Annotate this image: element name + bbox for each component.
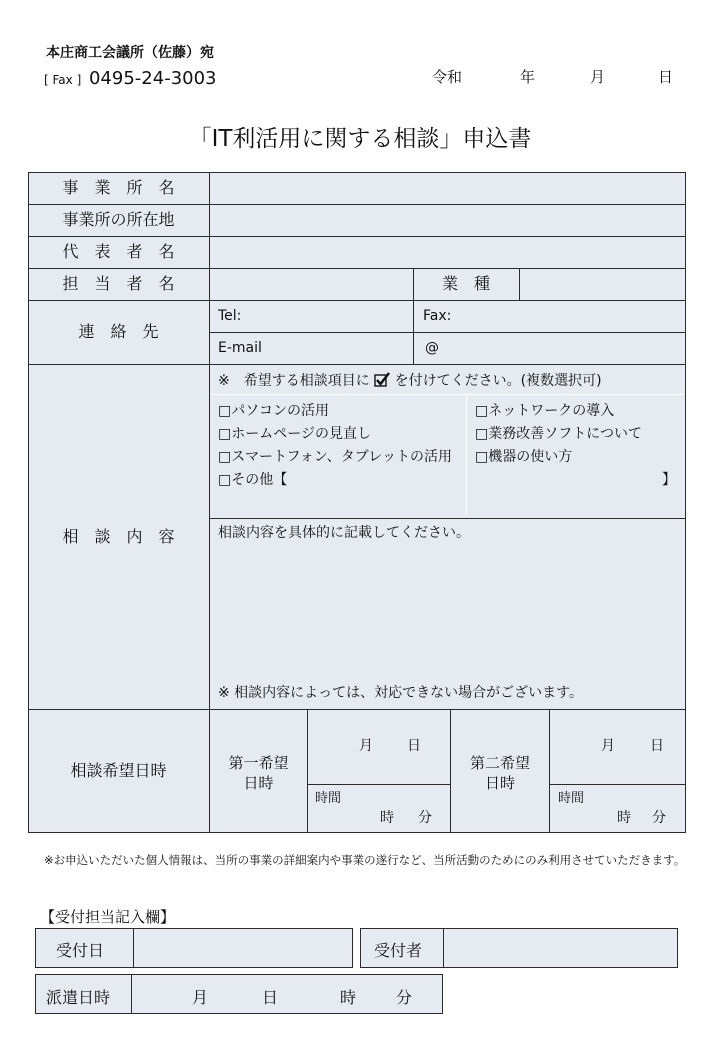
first-choice-label: 第一希望 日時 [228,754,289,792]
label-schedule: 相談希望日時 [70,761,167,780]
label-industry: 業 種 [441,274,490,293]
option-business-software[interactable]: □業務改善ソフトについて [475,426,642,442]
received-date-field[interactable] [134,929,351,967]
dispatch-label: 派遣日時 [46,988,111,1007]
dispatch-minute[interactable]: 分 [396,988,413,1007]
option-homepage[interactable]: □ホームページの見直し [218,426,371,442]
fax-line [44,68,217,89]
second-hour[interactable]: 時 [617,810,631,826]
email-field[interactable]: E-mail [218,340,262,356]
check-icon [374,373,394,389]
business-address-field[interactable] [210,205,685,236]
recipient: 本庄商工会議所（佐藤）宛 [46,45,214,61]
instruction-text: ※ 希望する相談項目に [218,373,370,389]
page-title: 「IT利活用に関する相談」申込書 [188,126,532,152]
date-year: 年 [520,68,536,86]
fax-number: 0495-24-3003 [88,68,217,89]
option-network[interactable]: □ネットワークの導入 [475,403,615,419]
second-time-label: 時間 [558,791,585,806]
label-person-in-charge: 担 当 者 名 [62,274,175,293]
options-right [475,400,683,469]
label-representative: 代 表 者 名 [62,242,175,261]
first-minute[interactable]: 分 [418,810,432,826]
instruction-tail: を付けてください。(複数選択可) [394,373,602,389]
details-note: ※ 相談内容によっては、対応できない場合がございます。 [218,685,584,701]
first-day[interactable]: 日 [407,738,421,754]
first-time-label: 時間 [315,791,342,806]
representative-field[interactable] [210,237,685,268]
fax-field[interactable]: Fax: [423,308,452,324]
date-month: 月 [590,68,606,86]
option-other[interactable]: □その他【 [218,472,288,488]
industry-field[interactable] [520,269,685,300]
first-hour[interactable]: 時 [380,810,394,826]
dispatch-day[interactable]: 日 [262,988,279,1007]
receiver-label: 受付者 [374,941,423,960]
label-consultation: 相 談 内 容 [62,527,175,546]
label-business-name: 事 業 所 名 [62,178,175,197]
dispatch-month[interactable]: 月 [192,988,209,1007]
fax-label: [ Fax ] [44,73,82,87]
label-contact: 連 絡 先 [78,322,159,341]
details-textarea[interactable] [210,545,685,677]
received-date-label: 受付日 [56,941,105,960]
second-month[interactable]: 月 [601,738,615,754]
other-close-bracket: 】 [662,472,676,488]
option-smartphone-tablet[interactable]: □スマートフォン、タブレットの活用 [218,449,453,465]
second-day[interactable]: 日 [650,738,664,754]
tel-field[interactable]: Tel: [218,308,242,324]
options-left [218,400,463,492]
first-month[interactable]: 月 [359,738,373,754]
second-minute[interactable]: 分 [652,810,666,826]
person-in-charge-field[interactable] [210,269,413,300]
second-choice-label: 第二希望 日時 [469,754,530,792]
receiver-field[interactable] [444,929,676,967]
option-pc-usage[interactable]: □パソコンの活用 [218,403,329,419]
date-era: 令和 [432,68,463,86]
instruction [218,372,602,388]
option-device-usage[interactable]: □機器の使い方 [475,449,573,465]
business-name-field[interactable] [210,173,685,204]
privacy-note: ※お申込いただいた個人情報は、当所の事業の詳細案内や事業の遂行など、当所活動のためにのみ利用させていただきます。 [44,853,686,867]
dispatch-hour[interactable]: 時 [340,988,357,1007]
label-business-address: 事業所の所在地 [62,210,175,229]
details-prompt: 相談内容を具体的に記載してください。 [218,525,470,541]
email-at-symbol[interactable]: @ [425,340,439,356]
date-day: 日 [658,68,674,86]
office-use-title: 【受付担当記入欄】 [40,908,176,926]
